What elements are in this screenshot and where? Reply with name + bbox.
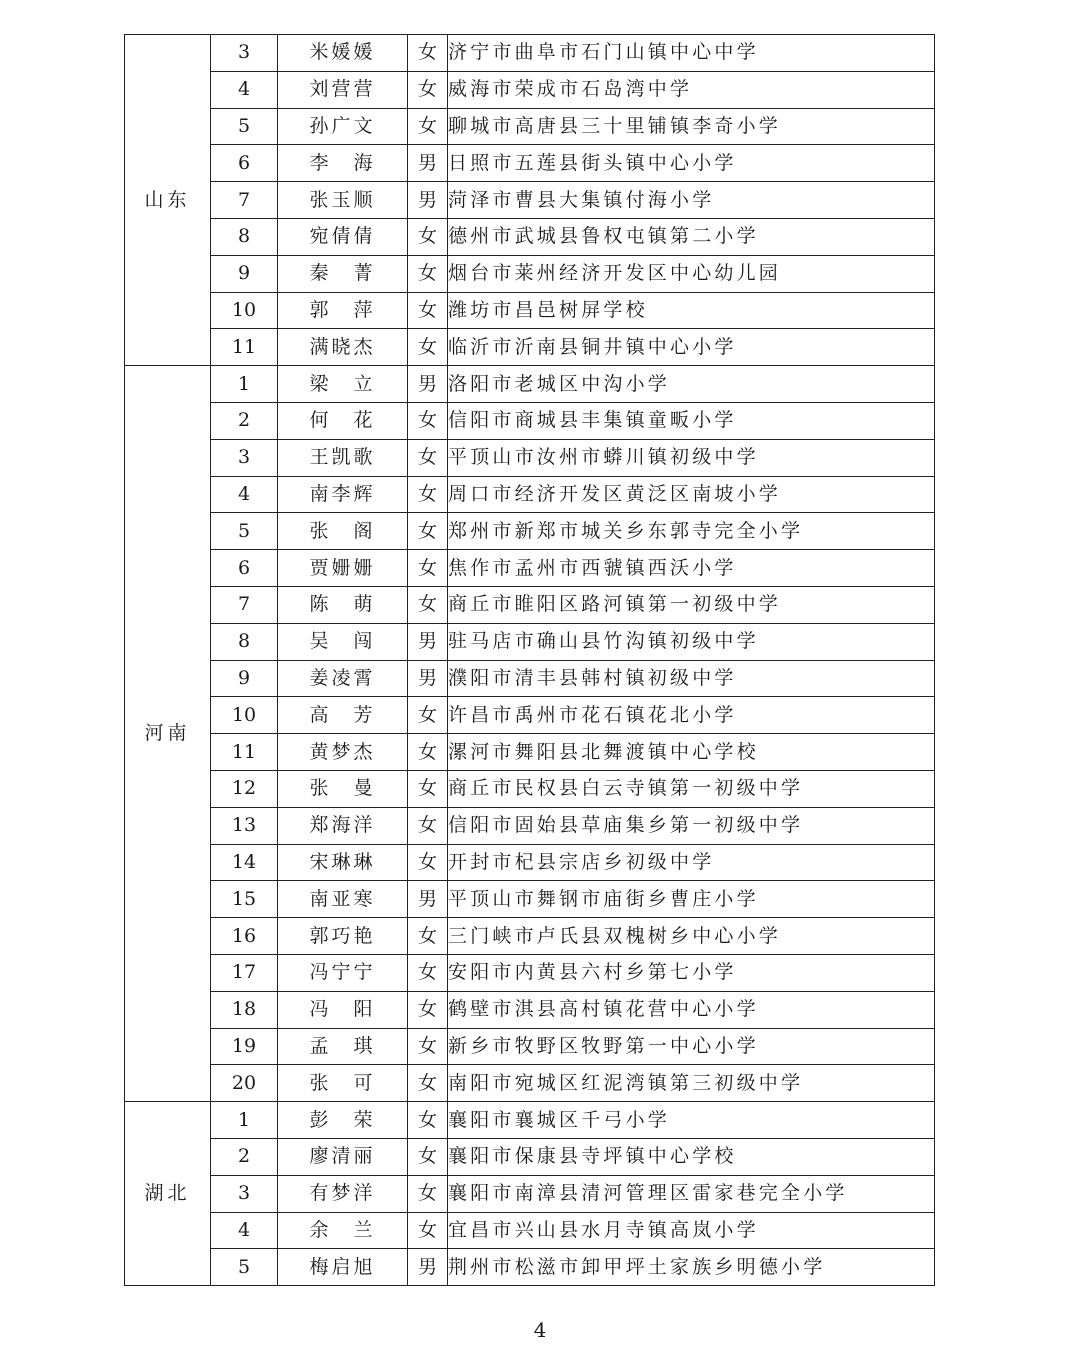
table-row bbox=[125, 734, 935, 771]
gender-cell: 女 bbox=[408, 954, 448, 991]
gender-cell: 女 bbox=[408, 1138, 448, 1175]
name-cell: 南李辉 bbox=[278, 476, 408, 513]
school-cell: 宜昌市兴山县水月寺镇高岚小学 bbox=[448, 1212, 935, 1249]
school-cell: 临沂市沂南县铜井镇中心小学 bbox=[448, 329, 935, 366]
name-cell: 宋琳琳 bbox=[278, 844, 408, 881]
gender-cell: 女 bbox=[408, 918, 448, 955]
gender-cell: 女 bbox=[408, 844, 448, 881]
roster-table bbox=[124, 34, 935, 1286]
table-row bbox=[125, 1175, 935, 1212]
school-cell: 漯河市舞阳县北舞渡镇中心学校 bbox=[448, 734, 935, 771]
school-cell: 商丘市睢阳区路河镇第一初级中学 bbox=[448, 586, 935, 623]
number-cell: 1 bbox=[211, 1102, 278, 1139]
school-cell: 襄阳市南漳县清河管理区雷家巷完全小学 bbox=[448, 1175, 935, 1212]
gender-cell: 女 bbox=[408, 550, 448, 587]
table-row bbox=[125, 108, 935, 145]
gender-cell: 女 bbox=[408, 1028, 448, 1065]
table-row bbox=[125, 1102, 935, 1139]
table-row bbox=[125, 991, 935, 1028]
name-cell: 张 可 bbox=[278, 1065, 408, 1102]
school-cell: 信阳市固始县草庙集乡第一初级中学 bbox=[448, 807, 935, 844]
name-cell: 郭巧艳 bbox=[278, 918, 408, 955]
name-cell: 高 芳 bbox=[278, 697, 408, 734]
table-row bbox=[125, 807, 935, 844]
name-cell: 廖清丽 bbox=[278, 1138, 408, 1175]
number-cell: 7 bbox=[211, 586, 278, 623]
gender-cell: 男 bbox=[408, 660, 448, 697]
name-cell: 黄梦杰 bbox=[278, 734, 408, 771]
name-cell: 冯 阳 bbox=[278, 991, 408, 1028]
table-row bbox=[125, 366, 935, 403]
table-row bbox=[125, 1249, 935, 1286]
table-row bbox=[125, 476, 935, 513]
name-cell: 米媛媛 bbox=[278, 35, 408, 72]
name-cell: 何 花 bbox=[278, 402, 408, 439]
page-number: 4 bbox=[533, 1318, 547, 1342]
number-cell: 8 bbox=[211, 218, 278, 255]
number-cell: 9 bbox=[211, 255, 278, 292]
number-cell: 3 bbox=[211, 35, 278, 72]
gender-cell: 女 bbox=[408, 734, 448, 771]
table-row bbox=[125, 954, 935, 991]
school-cell: 周口市经济开发区黄泛区南坡小学 bbox=[448, 476, 935, 513]
table-row bbox=[125, 35, 935, 72]
name-cell: 彭 荣 bbox=[278, 1102, 408, 1139]
gender-cell: 女 bbox=[408, 402, 448, 439]
gender-cell: 女 bbox=[408, 329, 448, 366]
table-row bbox=[125, 1065, 935, 1102]
school-cell: 威海市荣成市石岛湾中学 bbox=[448, 71, 935, 108]
table-row bbox=[125, 292, 935, 329]
gender-cell: 男 bbox=[408, 1249, 448, 1286]
number-cell: 1 bbox=[211, 366, 278, 403]
school-cell: 南阳市宛城区红泥湾镇第三初级中学 bbox=[448, 1065, 935, 1102]
table-row bbox=[125, 439, 935, 476]
school-cell: 信阳市商城县丰集镇童畈小学 bbox=[448, 402, 935, 439]
name-cell: 郭 萍 bbox=[278, 292, 408, 329]
number-cell: 17 bbox=[211, 954, 278, 991]
name-cell: 梁 立 bbox=[278, 366, 408, 403]
gender-cell: 女 bbox=[408, 770, 448, 807]
school-cell: 新乡市牧野区牧野第一中心小学 bbox=[448, 1028, 935, 1065]
table-row bbox=[125, 697, 935, 734]
name-cell: 秦 菁 bbox=[278, 255, 408, 292]
name-cell: 宛倩倩 bbox=[278, 218, 408, 255]
school-cell: 平顶山市舞钢市庙街乡曹庄小学 bbox=[448, 881, 935, 918]
name-cell: 姜凌霄 bbox=[278, 660, 408, 697]
table-row bbox=[125, 1028, 935, 1065]
name-cell: 有梦洋 bbox=[278, 1175, 408, 1212]
gender-cell: 女 bbox=[408, 586, 448, 623]
gender-cell: 女 bbox=[408, 991, 448, 1028]
gender-cell: 女 bbox=[408, 439, 448, 476]
school-cell: 荆州市松滋市卸甲坪土家族乡明德小学 bbox=[448, 1249, 935, 1286]
number-cell: 4 bbox=[211, 71, 278, 108]
gender-cell: 女 bbox=[408, 1175, 448, 1212]
number-cell: 18 bbox=[211, 991, 278, 1028]
gender-cell: 男 bbox=[408, 182, 448, 219]
number-cell: 16 bbox=[211, 918, 278, 955]
name-cell: 南亚寒 bbox=[278, 881, 408, 918]
number-cell: 11 bbox=[211, 734, 278, 771]
school-cell: 许昌市禹州市花石镇花北小学 bbox=[448, 697, 935, 734]
province-cell: 河南 bbox=[125, 366, 211, 1102]
gender-cell: 女 bbox=[408, 255, 448, 292]
school-cell: 襄阳市保康县寺坪镇中心学校 bbox=[448, 1138, 935, 1175]
table-row bbox=[125, 918, 935, 955]
school-cell: 濮阳市清丰县韩村镇初级中学 bbox=[448, 660, 935, 697]
gender-cell: 女 bbox=[408, 807, 448, 844]
table-row bbox=[125, 145, 935, 182]
school-cell: 烟台市莱州经济开发区中心幼儿园 bbox=[448, 255, 935, 292]
gender-cell: 女 bbox=[408, 697, 448, 734]
number-cell: 6 bbox=[211, 145, 278, 182]
roster-body bbox=[125, 35, 935, 1286]
gender-cell: 女 bbox=[408, 71, 448, 108]
number-cell: 8 bbox=[211, 623, 278, 660]
number-cell: 19 bbox=[211, 1028, 278, 1065]
number-cell: 2 bbox=[211, 402, 278, 439]
school-cell: 聊城市高唐县三十里铺镇李奇小学 bbox=[448, 108, 935, 145]
number-cell: 15 bbox=[211, 881, 278, 918]
table-row bbox=[125, 329, 935, 366]
table-row bbox=[125, 513, 935, 550]
number-cell: 4 bbox=[211, 476, 278, 513]
gender-cell: 女 bbox=[408, 108, 448, 145]
name-cell: 孙广文 bbox=[278, 108, 408, 145]
table-row bbox=[125, 881, 935, 918]
table-row bbox=[125, 660, 935, 697]
gender-cell: 男 bbox=[408, 145, 448, 182]
name-cell: 吴 闯 bbox=[278, 623, 408, 660]
number-cell: 3 bbox=[211, 1175, 278, 1212]
number-cell: 5 bbox=[211, 513, 278, 550]
table-row bbox=[125, 770, 935, 807]
school-cell: 洛阳市老城区中沟小学 bbox=[448, 366, 935, 403]
gender-cell: 女 bbox=[408, 1212, 448, 1249]
number-cell: 10 bbox=[211, 292, 278, 329]
name-cell: 贾姗姗 bbox=[278, 550, 408, 587]
number-cell: 20 bbox=[211, 1065, 278, 1102]
number-cell: 5 bbox=[211, 1249, 278, 1286]
gender-cell: 女 bbox=[408, 476, 448, 513]
gender-cell: 男 bbox=[408, 623, 448, 660]
school-cell: 安阳市内黄县六村乡第七小学 bbox=[448, 954, 935, 991]
number-cell: 11 bbox=[211, 329, 278, 366]
school-cell: 焦作市孟州市西虢镇西沃小学 bbox=[448, 550, 935, 587]
school-cell: 济宁市曲阜市石门山镇中心中学 bbox=[448, 35, 935, 72]
name-cell: 李 海 bbox=[278, 145, 408, 182]
name-cell: 张玉顺 bbox=[278, 182, 408, 219]
gender-cell: 女 bbox=[408, 513, 448, 550]
table-row bbox=[125, 182, 935, 219]
number-cell: 5 bbox=[211, 108, 278, 145]
number-cell: 10 bbox=[211, 697, 278, 734]
table-row bbox=[125, 844, 935, 881]
table-row bbox=[125, 550, 935, 587]
number-cell: 13 bbox=[211, 807, 278, 844]
name-cell: 郑海洋 bbox=[278, 807, 408, 844]
number-cell: 3 bbox=[211, 439, 278, 476]
table-row bbox=[125, 402, 935, 439]
school-cell: 郑州市新郑市城关乡东郭寺完全小学 bbox=[448, 513, 935, 550]
number-cell: 14 bbox=[211, 844, 278, 881]
name-cell: 张 曼 bbox=[278, 770, 408, 807]
name-cell: 陈 萌 bbox=[278, 586, 408, 623]
table-row bbox=[125, 586, 935, 623]
gender-cell: 女 bbox=[408, 35, 448, 72]
school-cell: 开封市杞县宗店乡初级中学 bbox=[448, 844, 935, 881]
gender-cell: 女 bbox=[408, 1102, 448, 1139]
name-cell: 梅启旭 bbox=[278, 1249, 408, 1286]
name-cell: 孟 琪 bbox=[278, 1028, 408, 1065]
school-cell: 潍坊市昌邑树屏学校 bbox=[448, 292, 935, 329]
name-cell: 张 阁 bbox=[278, 513, 408, 550]
name-cell: 余 兰 bbox=[278, 1212, 408, 1249]
table-row bbox=[125, 623, 935, 660]
gender-cell: 男 bbox=[408, 366, 448, 403]
table-row bbox=[125, 1212, 935, 1249]
table-row bbox=[125, 71, 935, 108]
school-cell: 鹤壁市淇县高村镇花营中心小学 bbox=[448, 991, 935, 1028]
table-row bbox=[125, 1138, 935, 1175]
gender-cell: 女 bbox=[408, 1065, 448, 1102]
name-cell: 冯宁宁 bbox=[278, 954, 408, 991]
school-cell: 襄阳市襄城区千弓小学 bbox=[448, 1102, 935, 1139]
gender-cell: 女 bbox=[408, 218, 448, 255]
name-cell: 王凯歌 bbox=[278, 439, 408, 476]
school-cell: 三门峡市卢氏县双槐树乡中心小学 bbox=[448, 918, 935, 955]
number-cell: 7 bbox=[211, 182, 278, 219]
school-cell: 商丘市民权县白云寺镇第一初级中学 bbox=[448, 770, 935, 807]
school-cell: 日照市五莲县街头镇中心小学 bbox=[448, 145, 935, 182]
number-cell: 9 bbox=[211, 660, 278, 697]
table-row bbox=[125, 255, 935, 292]
gender-cell: 女 bbox=[408, 292, 448, 329]
name-cell: 刘营营 bbox=[278, 71, 408, 108]
number-cell: 12 bbox=[211, 770, 278, 807]
number-cell: 2 bbox=[211, 1138, 278, 1175]
number-cell: 4 bbox=[211, 1212, 278, 1249]
name-cell: 满晓杰 bbox=[278, 329, 408, 366]
gender-cell: 男 bbox=[408, 881, 448, 918]
table-row bbox=[125, 218, 935, 255]
school-cell: 驻马店市确山县竹沟镇初级中学 bbox=[448, 623, 935, 660]
school-cell: 德州市武城县鲁权屯镇第二小学 bbox=[448, 218, 935, 255]
school-cell: 菏泽市曹县大集镇付海小学 bbox=[448, 182, 935, 219]
school-cell: 平顶山市汝州市蟒川镇初级中学 bbox=[448, 439, 935, 476]
number-cell: 6 bbox=[211, 550, 278, 587]
province-cell: 山东 bbox=[125, 35, 211, 366]
province-cell: 湖北 bbox=[125, 1102, 211, 1286]
